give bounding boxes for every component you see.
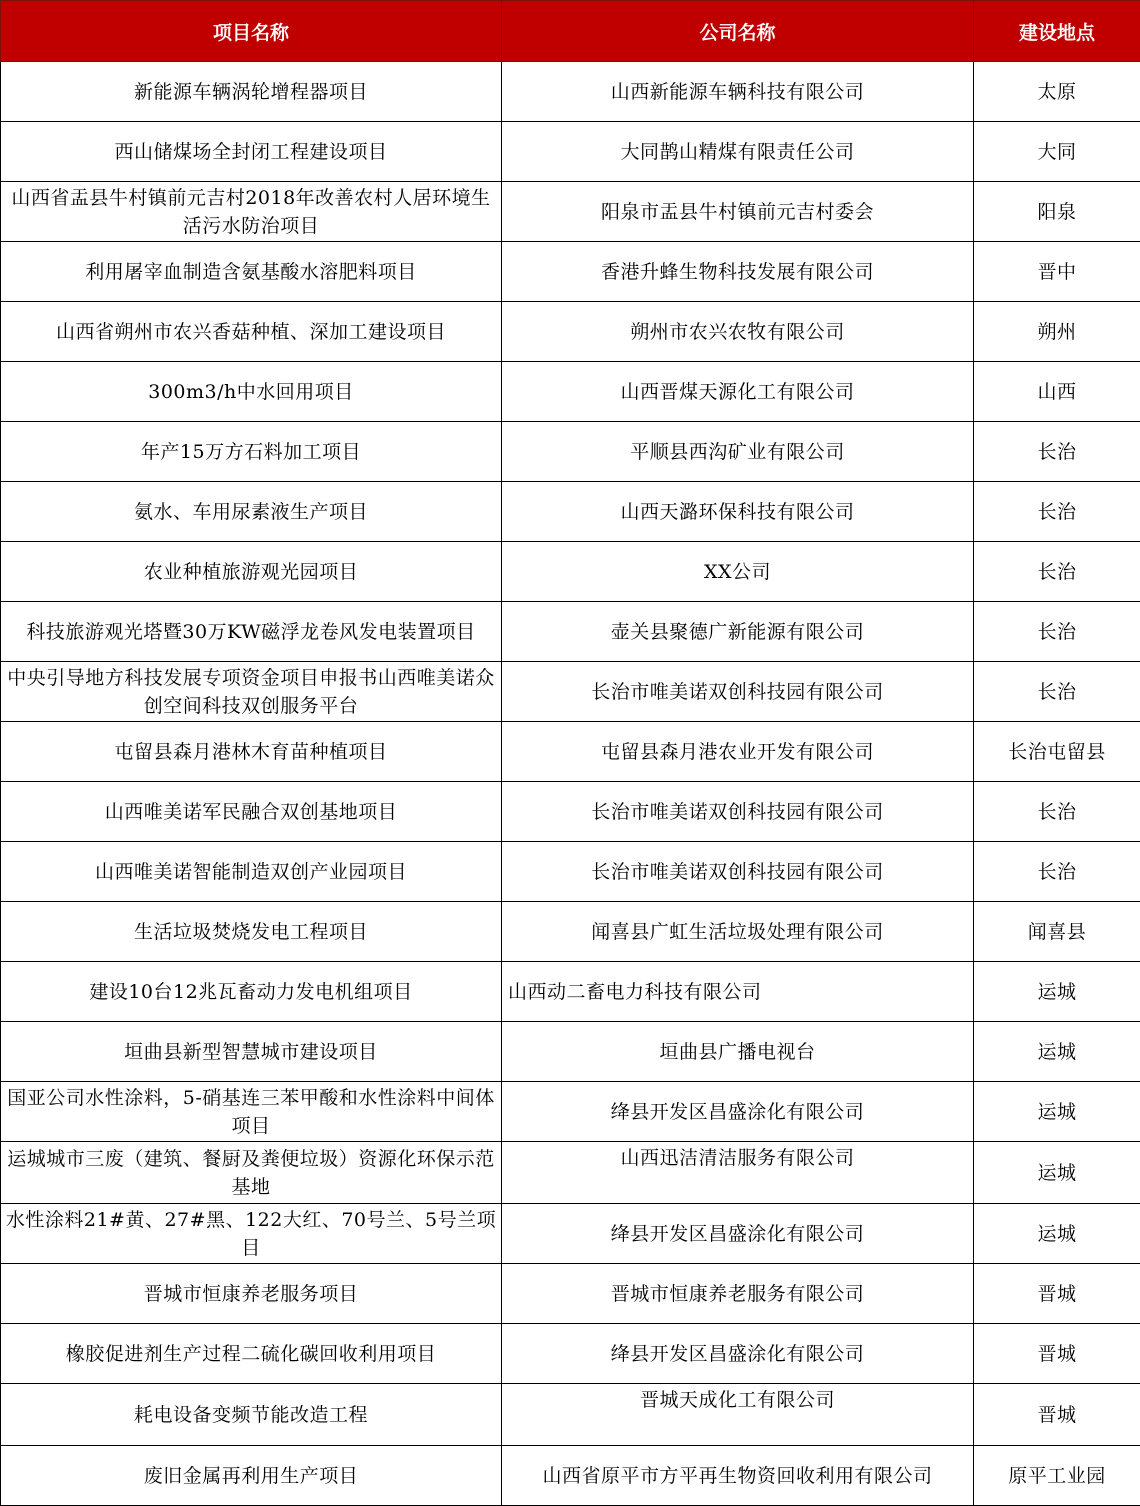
project-name-cell: 利用屠宰血制造含氨基酸水溶肥料项目 <box>1 242 502 302</box>
table-row <box>1 242 1140 302</box>
table-row <box>1 362 1140 422</box>
project-name-cell: 氨水、车用尿素液生产项目 <box>1 482 502 542</box>
project-name-cell: 山西唯美诺军民融合双创基地项目 <box>1 782 502 842</box>
location-cell: 原平工业园 <box>974 1446 1140 1506</box>
project-name-cell: 年产15万方石料加工项目 <box>1 422 502 482</box>
table-row <box>1 1384 1140 1446</box>
table-row <box>1 182 1140 242</box>
table-row <box>1 1446 1140 1506</box>
company-name-cell: XX公司 <box>502 542 974 602</box>
company-name-cell: 平顺县西沟矿业有限公司 <box>502 422 974 482</box>
project-name-cell: 农业种植旅游观光园项目 <box>1 542 502 602</box>
location-cell: 长治 <box>974 662 1140 722</box>
table-row <box>1 1022 1140 1082</box>
company-name-cell: 壶关县聚德广新能源有限公司 <box>502 602 974 662</box>
location-cell: 晋城 <box>974 1324 1140 1384</box>
location-cell: 晋中 <box>974 242 1140 302</box>
company-name-cell: 长治市唯美诺双创科技园有限公司 <box>502 662 974 722</box>
location-cell: 长治屯留县 <box>974 722 1140 782</box>
location-cell: 晋城 <box>974 1384 1140 1446</box>
company-name-cell: 山西迅洁清洁服务有限公司 <box>502 1142 974 1204</box>
project-name-cell: 山西省盂县牛村镇前元吉村2018年改善农村人居环境生活污水防治项目 <box>1 182 502 242</box>
company-name-cell: 绛县开发区昌盛涂化有限公司 <box>502 1082 974 1142</box>
location-cell: 山西 <box>974 362 1140 422</box>
header-location: 建设地点 <box>974 1 1140 62</box>
company-name-cell: 晋城市恒康养老服务有限公司 <box>502 1264 974 1324</box>
table-row <box>1 302 1140 362</box>
table-row <box>1 842 1140 902</box>
location-cell: 阳泉 <box>974 182 1140 242</box>
location-cell: 运城 <box>974 962 1140 1022</box>
company-name-cell: 朔州市农兴农牧有限公司 <box>502 302 974 362</box>
company-name-cell: 晋城天成化工有限公司 <box>502 1384 974 1446</box>
project-name-cell: 新能源车辆涡轮增程器项目 <box>1 62 502 122</box>
company-name-cell: 山西晋煤天源化工有限公司 <box>502 362 974 422</box>
project-name-cell: 屯留县森月港林木育苗种植项目 <box>1 722 502 782</box>
location-cell: 太原 <box>974 62 1140 122</box>
header-company-name: 公司名称 <box>502 1 974 62</box>
company-name-cell: 屯留县森月港农业开发有限公司 <box>502 722 974 782</box>
company-name-cell: 绛县开发区昌盛涂化有限公司 <box>502 1324 974 1384</box>
table-row <box>1 1264 1140 1324</box>
company-name-cell: 长治市唯美诺双创科技园有限公司 <box>502 842 974 902</box>
company-name-cell: 山西天潞环保科技有限公司 <box>502 482 974 542</box>
project-name-cell: 300m3/h中水回用项目 <box>1 362 502 422</box>
table-row <box>1 1324 1140 1384</box>
table-row <box>1 422 1140 482</box>
company-name-cell: 香港升蜂生物科技发展有限公司 <box>502 242 974 302</box>
header-project-name: 项目名称 <box>1 1 502 62</box>
location-cell: 大同 <box>974 122 1140 182</box>
company-name-cell: 山西新能源车辆科技有限公司 <box>502 62 974 122</box>
project-name-cell: 山西唯美诺智能制造双创产业园项目 <box>1 842 502 902</box>
table-row <box>1 782 1140 842</box>
table-row <box>1 602 1140 662</box>
location-cell: 长治 <box>974 482 1140 542</box>
location-cell: 闻喜县 <box>974 902 1140 962</box>
location-cell: 长治 <box>974 422 1140 482</box>
table-row <box>1 62 1140 122</box>
location-cell: 晋城 <box>974 1264 1140 1324</box>
header-row <box>1 1 1140 62</box>
project-name-cell: 中央引导地方科技发展专项资金项目申报书山西唯美诺众创空间科技双创服务平台 <box>1 662 502 722</box>
project-name-cell: 科技旅游观光塔暨30万KW磁浮龙卷风发电装置项目 <box>1 602 502 662</box>
project-name-cell: 运城城市三废（建筑、餐厨及粪便垃圾）资源化环保示范基地 <box>1 1142 502 1204</box>
location-cell: 运城 <box>974 1022 1140 1082</box>
location-cell: 运城 <box>974 1082 1140 1142</box>
location-cell: 长治 <box>974 602 1140 662</box>
company-name-cell: 山西动二畜电力科技有限公司 <box>502 962 974 1022</box>
table-row <box>1 542 1140 602</box>
location-cell: 长治 <box>974 782 1140 842</box>
table-row <box>1 962 1140 1022</box>
location-cell: 长治 <box>974 542 1140 602</box>
project-name-cell: 山西省朔州市农兴香菇种植、深加工建设项目 <box>1 302 502 362</box>
company-name-cell: 垣曲县广播电视台 <box>502 1022 974 1082</box>
table-row <box>1 662 1140 722</box>
location-cell: 朔州 <box>974 302 1140 362</box>
table-row <box>1 722 1140 782</box>
project-name-cell: 水性涂料21#黄、27#黑、122大红、70号兰、5号兰项目 <box>1 1204 502 1264</box>
company-name-cell: 山西省原平市方平再生物资回收利用有限公司 <box>502 1446 974 1506</box>
company-name-cell: 大同鹊山精煤有限责任公司 <box>502 122 974 182</box>
table-row <box>1 1082 1140 1142</box>
company-name-cell: 长治市唯美诺双创科技园有限公司 <box>502 782 974 842</box>
project-name-cell: 废旧金属再利用生产项目 <box>1 1446 502 1506</box>
project-name-cell: 耗电设备变频节能改造工程 <box>1 1384 502 1446</box>
company-name-cell: 绛县开发区昌盛涂化有限公司 <box>502 1204 974 1264</box>
location-cell: 长治 <box>974 842 1140 902</box>
location-cell: 运城 <box>974 1204 1140 1264</box>
project-name-cell: 橡胶促进剂生产过程二硫化碳回收利用项目 <box>1 1324 502 1384</box>
project-name-cell: 晋城市恒康养老服务项目 <box>1 1264 502 1324</box>
project-name-cell: 建设10台12兆瓦畜动力发电机组项目 <box>1 962 502 1022</box>
company-name-cell: 阳泉市盂县牛村镇前元吉村委会 <box>502 182 974 242</box>
company-name-cell: 闻喜县广虹生活垃圾处理有限公司 <box>502 902 974 962</box>
table-row <box>1 1204 1140 1264</box>
project-name-cell: 国亚公司水性涂料，5-硝基连三苯甲酸和水性涂料中间体项目 <box>1 1082 502 1142</box>
table-row <box>1 902 1140 962</box>
table-row <box>1 1142 1140 1204</box>
project-name-cell: 垣曲县新型智慧城市建设项目 <box>1 1022 502 1082</box>
project-name-cell: 生活垃圾焚烧发电工程项目 <box>1 902 502 962</box>
table-row <box>1 482 1140 542</box>
location-cell: 运城 <box>974 1142 1140 1204</box>
project-name-cell: 西山储煤场全封闭工程建设项目 <box>1 122 502 182</box>
table-row <box>1 122 1140 182</box>
